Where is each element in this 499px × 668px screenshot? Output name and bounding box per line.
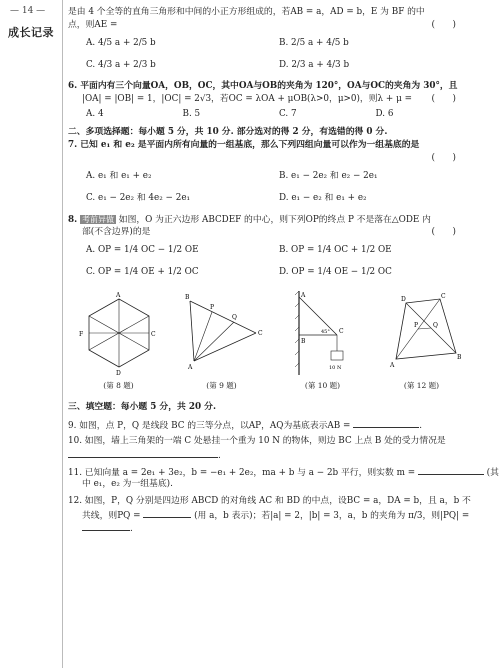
svg-text:10 N: 10 N: [328, 365, 341, 371]
q5-choice-a: A. 4/5 a + 2/5 b: [86, 38, 156, 48]
q11-line1: 11. 已知向量 a = 2e₁ + 3e₂，b = −e₁ + 2e₂，ma + b 与 a − 2b 平行，则实数 m = (其: [68, 465, 472, 478]
q7-choice-a: A. e₁ 和 e₁ + e₂: [86, 171, 152, 181]
figure-12-caption: (第 12 题): [403, 381, 440, 390]
svg-text:D: D: [400, 296, 406, 303]
svg-text:C: C: [440, 293, 446, 300]
svg-text:A: A: [300, 292, 305, 299]
svg-text:F: F: [78, 331, 83, 338]
svg-text:B: B: [456, 354, 461, 361]
margin-rule: [62, 0, 63, 668]
page-content: [68, 6, 499, 534]
answer-blank[interactable]: [353, 418, 419, 428]
q8-line2: 部(不含边界)的是 ( ): [82, 227, 456, 237]
svg-text:C: C: [257, 330, 263, 337]
q5-choice-d: D. 2/3 a + 4/3 b: [279, 60, 350, 70]
q6-choice-b: B. 5: [182, 109, 201, 119]
figure-10-caption: (第 10 题): [304, 381, 341, 390]
q6-choice-a: A. 4: [86, 109, 104, 119]
q6-choice-d: D. 6: [375, 109, 394, 119]
answer-paren: ( ): [431, 227, 456, 237]
answer-blank[interactable]: [143, 508, 191, 518]
q6-line1: 6. 平面内有三个向量OA，OB，OC，其中OA与OB的夹角为 120°，OA与OC的夹角为 30°，且: [68, 81, 458, 91]
q8-choice-b: B. OP = 1/4 OC + 1/2 OE: [279, 245, 392, 255]
svg-text:B: B: [184, 294, 189, 301]
q5-line1: 是由 4 个全等的直角三角形和中间的小正方形组成的，若AB = a，AD = b，E 为 BF 的中: [68, 7, 425, 17]
q5-choices: [68, 32, 472, 76]
q7-choice-b: B. e₁ − 2e₂ 和 e₂ − 2e₁: [279, 171, 378, 181]
q5-choice-c: C. 4/3 a + 2/3 b: [86, 60, 156, 70]
figure-9-caption: (第 9 题): [206, 381, 237, 390]
q7-choices: [68, 165, 472, 209]
q6-choices: [68, 106, 472, 122]
answer-paren: ( ): [431, 94, 456, 104]
q8-line1: 8. 考前异做 如图，O 为正六边形 ABCDEF 的中心，则下列OP的终点 P 不是落在△ODE 内: [68, 215, 431, 225]
q7-paren-line: [68, 152, 472, 165]
svg-text:B: B: [300, 338, 305, 345]
figure-12: [382, 289, 462, 397]
figure-10: [285, 289, 361, 397]
q10-line2: .: [68, 448, 472, 461]
section-fill-blank: 三、填空题：每小题 5 分，共 20 分.: [68, 402, 217, 412]
q12-line3: .: [68, 521, 472, 534]
q7-choice-c: C. e₁ − 2e₂ 和 4e₂ − 2e₁: [86, 193, 191, 203]
q8-choice-d: D. OP = 1/4 OE − 1/2 OC: [279, 267, 392, 277]
answer-blank[interactable]: [418, 465, 484, 475]
svg-text:Q: Q: [432, 322, 438, 329]
svg-text:P: P: [209, 304, 214, 311]
answer-paren: ( ): [431, 20, 456, 30]
q8-choice-c: C. OP = 1/4 OE + 1/2 OC: [86, 267, 199, 277]
wall-bracket-diagram: [285, 289, 361, 377]
figures-row: [68, 289, 472, 397]
q10-line1: 10. 如图，墙上三角架的一端 C 处悬挂一个重为 10 N 的物体，则边 BC 上点 B 处的受力情况是: [68, 436, 446, 446]
svg-text:A: A: [389, 362, 394, 369]
q7-choice-d: D. e₁ − e₂ 和 e₁ + e₂: [279, 193, 367, 203]
figure-8-caption: (第 8 题): [103, 381, 134, 390]
hexagon-diagram: [79, 289, 159, 377]
quadrilateral-diagram: [382, 289, 462, 377]
q6-line2: |OA| = |OB| = 1，|OC| = 2√3，若OC = λOA + μOB(λ>0，μ>0)，则λ + μ = ( ): [82, 94, 456, 104]
section-multiple-choice: 二、多项选择题：每小题 5 分，共 10 分. 部分选对的得 2 分，有选错的得 0 分.: [68, 127, 388, 137]
q5-line2: 点，则AE = ( ): [68, 20, 456, 30]
q8-choices: [68, 239, 472, 283]
q12-line2: 共线，则PQ = (用 a，b 表示)；若|a| = 2，|b| = 3，a，b 的夹角为 π/3，则|PQ| =: [68, 508, 472, 521]
svg-text:Q: Q: [231, 314, 237, 321]
page-number: — 14 —: [10, 6, 46, 16]
svg-text:C: C: [150, 331, 156, 338]
svg-text:A: A: [187, 364, 192, 371]
figure-9: [180, 289, 264, 397]
growth-record-logo: 成长记录: [8, 26, 54, 39]
q8-choice-a: A. OP = 1/4 OC − 1/2 OE: [86, 245, 199, 255]
svg-text:A: A: [115, 292, 120, 299]
triangle-diagram: [180, 289, 264, 377]
q6-choice-c: C. 7: [279, 109, 297, 119]
svg-text:P: P: [413, 322, 418, 329]
q5-choice-b: B. 2/5 a + 4/5 b: [279, 38, 349, 48]
svg-text:C: C: [338, 328, 344, 335]
exam-tag: 考前异做: [81, 215, 114, 224]
q7-line1: 7. 已知 e₁ 和 e₂ 是平面内所有向量的一组基底，那么下列四组向量可以作为一组基底的是: [68, 140, 420, 150]
svg-text:D: D: [115, 370, 121, 377]
q11-line2: 中 e₁，e₂ 为一组基底).: [82, 479, 173, 489]
answer-blank[interactable]: [68, 448, 218, 458]
q12-line1: 12. 如图，P，Q 分别是四边形 ABCD 的对角线 AC 和 BD 的中点，设BC = a，DA = b，且 a，b 不: [68, 496, 471, 506]
figure-8: [79, 289, 159, 397]
q9-line: 9. 如图，点 P，Q 是线段 BC 的三等分点，以AP，AQ为基底表示AB = .: [68, 418, 472, 431]
answer-paren: ( ): [431, 153, 456, 163]
svg-text:45°: 45°: [320, 329, 330, 335]
answer-blank[interactable]: [82, 521, 130, 531]
